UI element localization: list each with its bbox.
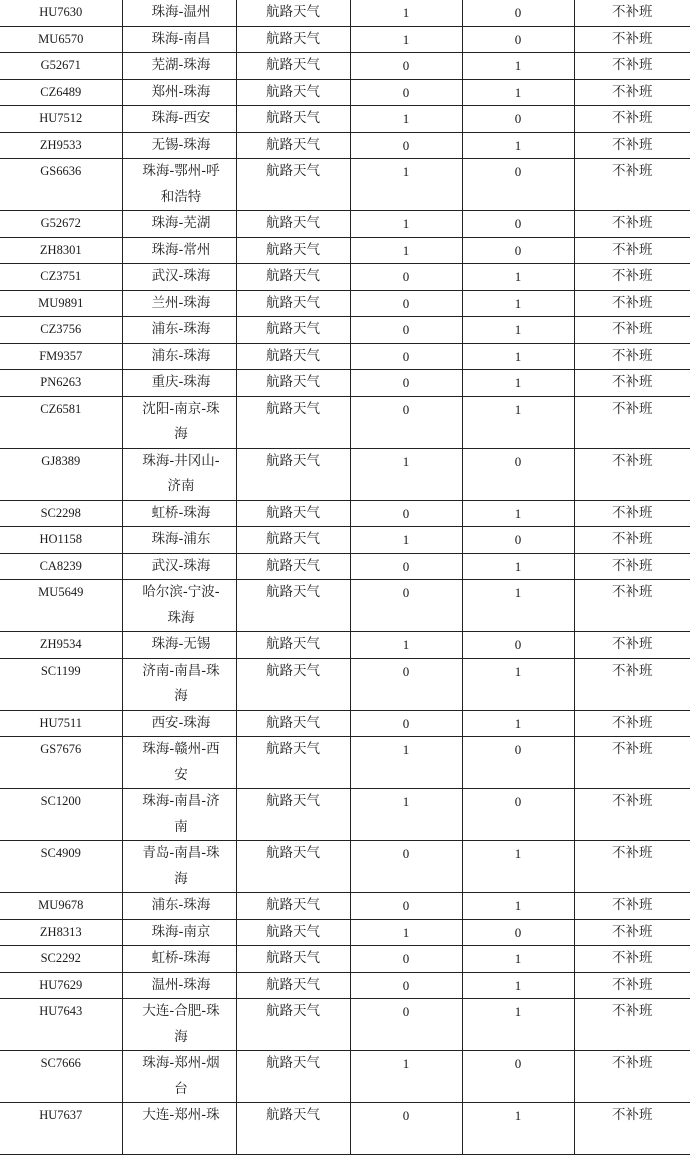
reason-cell: 航路天气 — [236, 79, 350, 106]
flight-number-cell: SC1199 — [0, 658, 122, 710]
table-row — [0, 237, 690, 264]
count-b-cell: 1 — [462, 132, 574, 159]
flight-number-cell: ZH8313 — [0, 919, 122, 946]
reason-cell: 航路天气 — [236, 264, 350, 291]
count-b-cell: 1 — [462, 79, 574, 106]
route-cell: 青岛-南昌-珠海 — [122, 841, 236, 893]
reason-cell: 航路天气 — [236, 448, 350, 500]
table-row — [0, 132, 690, 159]
reason-cell: 航路天气 — [236, 370, 350, 397]
reason-cell: 航路天气 — [236, 580, 350, 632]
count-a-cell: 0 — [350, 946, 462, 973]
flight-number-cell: SC4909 — [0, 841, 122, 893]
count-a-cell: 0 — [350, 580, 462, 632]
count-b-cell: 1 — [462, 710, 574, 737]
table-row — [0, 53, 690, 80]
count-a-cell: 0 — [350, 841, 462, 893]
count-b-cell: 1 — [462, 946, 574, 973]
reason-cell: 航路天气 — [236, 737, 350, 789]
flight-number-cell: GJ8389 — [0, 448, 122, 500]
flight-number-cell: PN6263 — [0, 370, 122, 397]
flight-number-cell: HU7630 — [0, 0, 122, 26]
count-b-cell: 0 — [462, 106, 574, 133]
table-row — [0, 26, 690, 53]
flight-number-cell: G52671 — [0, 53, 122, 80]
status-cell: 不补班 — [574, 448, 690, 500]
table-row — [0, 1103, 690, 1155]
status-cell: 不补班 — [574, 264, 690, 291]
count-b-cell: 1 — [462, 553, 574, 580]
reason-cell: 航路天气 — [236, 159, 350, 211]
count-a-cell: 1 — [350, 737, 462, 789]
reason-cell: 航路天气 — [236, 290, 350, 317]
status-cell: 不补班 — [574, 317, 690, 344]
route-cell: 浦东-珠海 — [122, 317, 236, 344]
status-cell: 不补班 — [574, 1051, 690, 1103]
reason-cell: 航路天气 — [236, 789, 350, 841]
reason-cell: 航路天气 — [236, 1051, 350, 1103]
table-row — [0, 343, 690, 370]
count-a-cell: 1 — [350, 919, 462, 946]
table-row — [0, 370, 690, 397]
route-cell: 虹桥-珠海 — [122, 500, 236, 527]
reason-cell: 航路天气 — [236, 0, 350, 26]
reason-cell: 航路天气 — [236, 999, 350, 1051]
status-cell: 不补班 — [574, 946, 690, 973]
status-cell: 不补班 — [574, 658, 690, 710]
flight-number-cell: CZ6489 — [0, 79, 122, 106]
status-cell: 不补班 — [574, 893, 690, 920]
route-cell: 沈阳-南京-珠海 — [122, 396, 236, 448]
route-cell: 珠海-南京 — [122, 919, 236, 946]
table-row — [0, 396, 690, 448]
table-row — [0, 710, 690, 737]
count-b-cell: 0 — [462, 211, 574, 238]
count-a-cell: 0 — [350, 343, 462, 370]
route-cell: 珠海-芜湖 — [122, 211, 236, 238]
table-row — [0, 893, 690, 920]
flight-number-cell: HU7511 — [0, 710, 122, 737]
table-row — [0, 946, 690, 973]
route-cell: 大连-合肥-珠海 — [122, 999, 236, 1051]
flight-number-cell: MU6570 — [0, 26, 122, 53]
flight-number-cell: SC1200 — [0, 789, 122, 841]
route-cell: 芜湖-珠海 — [122, 53, 236, 80]
count-b-cell: 1 — [462, 1103, 574, 1155]
count-a-cell: 0 — [350, 317, 462, 344]
status-cell: 不补班 — [574, 972, 690, 999]
reason-cell: 航路天气 — [236, 1103, 350, 1155]
route-cell: 珠海-浦东 — [122, 527, 236, 554]
count-b-cell: 1 — [462, 580, 574, 632]
reason-cell: 航路天气 — [236, 632, 350, 659]
count-a-cell: 0 — [350, 893, 462, 920]
table-row — [0, 737, 690, 789]
table-row — [0, 500, 690, 527]
count-a-cell: 0 — [350, 290, 462, 317]
reason-cell: 航路天气 — [236, 972, 350, 999]
reason-cell: 航路天气 — [236, 919, 350, 946]
count-a-cell: 0 — [350, 370, 462, 397]
count-b-cell: 1 — [462, 500, 574, 527]
reason-cell: 航路天气 — [236, 893, 350, 920]
status-cell: 不补班 — [574, 919, 690, 946]
status-cell: 不补班 — [574, 710, 690, 737]
count-b-cell: 1 — [462, 893, 574, 920]
table-row — [0, 527, 690, 554]
count-a-cell: 0 — [350, 53, 462, 80]
table-row — [0, 317, 690, 344]
table-row — [0, 290, 690, 317]
count-a-cell: 0 — [350, 710, 462, 737]
route-cell: 济南-南昌-珠海 — [122, 658, 236, 710]
route-cell: 大连-郑州-珠 — [122, 1103, 236, 1155]
count-a-cell: 0 — [350, 972, 462, 999]
flight-number-cell: HU7512 — [0, 106, 122, 133]
reason-cell: 航路天气 — [236, 317, 350, 344]
count-b-cell: 0 — [462, 1051, 574, 1103]
count-a-cell: 0 — [350, 658, 462, 710]
count-a-cell: 0 — [350, 396, 462, 448]
table-row — [0, 580, 690, 632]
count-b-cell: 1 — [462, 841, 574, 893]
status-cell: 不补班 — [574, 999, 690, 1051]
route-cell: 珠海-无锡 — [122, 632, 236, 659]
count-a-cell: 0 — [350, 132, 462, 159]
flight-number-cell: G52672 — [0, 211, 122, 238]
flight-number-cell: CZ6581 — [0, 396, 122, 448]
count-a-cell: 0 — [350, 264, 462, 291]
status-cell: 不补班 — [574, 79, 690, 106]
status-cell: 不补班 — [574, 211, 690, 238]
flight-number-cell: HU7629 — [0, 972, 122, 999]
route-cell: 珠海-南昌 — [122, 26, 236, 53]
table-row — [0, 448, 690, 500]
count-b-cell: 0 — [462, 237, 574, 264]
count-a-cell: 1 — [350, 237, 462, 264]
route-cell: 西安-珠海 — [122, 710, 236, 737]
reason-cell: 航路天气 — [236, 26, 350, 53]
table-row — [0, 159, 690, 211]
route-cell: 武汉-珠海 — [122, 553, 236, 580]
flight-number-cell: MU9891 — [0, 290, 122, 317]
reason-cell: 航路天气 — [236, 500, 350, 527]
route-cell: 浦东-珠海 — [122, 343, 236, 370]
count-a-cell: 0 — [350, 500, 462, 527]
table-row — [0, 1051, 690, 1103]
count-b-cell: 0 — [462, 919, 574, 946]
flight-number-cell: CZ3756 — [0, 317, 122, 344]
table-row — [0, 211, 690, 238]
table-row — [0, 841, 690, 893]
count-a-cell: 0 — [350, 79, 462, 106]
table-row — [0, 658, 690, 710]
count-b-cell: 0 — [462, 527, 574, 554]
count-a-cell: 0 — [350, 553, 462, 580]
reason-cell: 航路天气 — [236, 237, 350, 264]
route-cell: 珠海-常州 — [122, 237, 236, 264]
status-cell: 不补班 — [574, 737, 690, 789]
reason-cell: 航路天气 — [236, 946, 350, 973]
count-b-cell: 0 — [462, 26, 574, 53]
flight-number-cell: CA8239 — [0, 553, 122, 580]
table-row — [0, 79, 690, 106]
route-cell: 温州-珠海 — [122, 972, 236, 999]
route-cell: 珠海-赣州-西安 — [122, 737, 236, 789]
reason-cell: 航路天气 — [236, 53, 350, 80]
table-row — [0, 553, 690, 580]
flight-number-cell: ZH9533 — [0, 132, 122, 159]
status-cell: 不补班 — [574, 106, 690, 133]
flight-number-cell: SC7666 — [0, 1051, 122, 1103]
count-b-cell: 0 — [462, 789, 574, 841]
count-a-cell: 1 — [350, 106, 462, 133]
reason-cell: 航路天气 — [236, 132, 350, 159]
reason-cell: 航路天气 — [236, 710, 350, 737]
flight-number-cell: ZH9534 — [0, 632, 122, 659]
status-cell: 不补班 — [574, 632, 690, 659]
status-cell: 不补班 — [574, 0, 690, 26]
table-row — [0, 0, 690, 26]
count-b-cell: 0 — [462, 159, 574, 211]
status-cell: 不补班 — [574, 343, 690, 370]
flight-number-cell: ZH8301 — [0, 237, 122, 264]
count-a-cell: 1 — [350, 789, 462, 841]
flight-number-cell: MU9678 — [0, 893, 122, 920]
status-cell: 不补班 — [574, 841, 690, 893]
status-cell: 不补班 — [574, 132, 690, 159]
reason-cell: 航路天气 — [236, 658, 350, 710]
reason-cell: 航路天气 — [236, 106, 350, 133]
count-a-cell: 1 — [350, 26, 462, 53]
flight-number-cell: HU7637 — [0, 1103, 122, 1155]
reason-cell: 航路天气 — [236, 343, 350, 370]
count-b-cell: 1 — [462, 53, 574, 80]
count-a-cell: 1 — [350, 448, 462, 500]
count-b-cell: 1 — [462, 999, 574, 1051]
route-cell: 珠海-南昌-济南 — [122, 789, 236, 841]
status-cell: 不补班 — [574, 290, 690, 317]
status-cell: 不补班 — [574, 396, 690, 448]
status-cell: 不补班 — [574, 500, 690, 527]
count-a-cell: 1 — [350, 632, 462, 659]
route-cell: 珠海-鄂州-呼和浩特 — [122, 159, 236, 211]
reason-cell: 航路天气 — [236, 396, 350, 448]
status-cell: 不补班 — [574, 237, 690, 264]
flight-number-cell: HU7643 — [0, 999, 122, 1051]
flight-number-cell: CZ3751 — [0, 264, 122, 291]
route-cell: 珠海-井冈山-济南 — [122, 448, 236, 500]
count-b-cell: 1 — [462, 972, 574, 999]
count-b-cell: 1 — [462, 317, 574, 344]
status-cell: 不补班 — [574, 527, 690, 554]
count-b-cell: 0 — [462, 737, 574, 789]
route-cell: 重庆-珠海 — [122, 370, 236, 397]
status-cell: 不补班 — [574, 26, 690, 53]
route-cell: 珠海-郑州-烟台 — [122, 1051, 236, 1103]
count-b-cell: 1 — [462, 658, 574, 710]
count-b-cell: 0 — [462, 448, 574, 500]
reason-cell: 航路天气 — [236, 527, 350, 554]
status-cell: 不补班 — [574, 553, 690, 580]
status-cell: 不补班 — [574, 159, 690, 211]
count-b-cell: 1 — [462, 396, 574, 448]
table-row — [0, 999, 690, 1051]
route-cell: 虹桥-珠海 — [122, 946, 236, 973]
count-a-cell: 1 — [350, 159, 462, 211]
flight-number-cell: GS6636 — [0, 159, 122, 211]
reason-cell: 航路天气 — [236, 841, 350, 893]
status-cell: 不补班 — [574, 53, 690, 80]
count-a-cell: 0 — [350, 1103, 462, 1155]
count-b-cell: 0 — [462, 632, 574, 659]
route-cell: 兰州-珠海 — [122, 290, 236, 317]
count-b-cell: 1 — [462, 264, 574, 291]
count-b-cell: 0 — [462, 0, 574, 26]
route-cell: 珠海-西安 — [122, 106, 236, 133]
count-b-cell: 1 — [462, 343, 574, 370]
table-row — [0, 789, 690, 841]
status-cell: 不补班 — [574, 789, 690, 841]
count-a-cell: 1 — [350, 1051, 462, 1103]
count-a-cell: 1 — [350, 211, 462, 238]
flight-number-cell: FM9357 — [0, 343, 122, 370]
route-cell: 无锡-珠海 — [122, 132, 236, 159]
reason-cell: 航路天气 — [236, 553, 350, 580]
table-row — [0, 919, 690, 946]
route-cell: 哈尔滨-宁波-珠海 — [122, 580, 236, 632]
count-a-cell: 1 — [350, 527, 462, 554]
count-a-cell: 1 — [350, 0, 462, 26]
count-a-cell: 0 — [350, 999, 462, 1051]
count-b-cell: 1 — [462, 370, 574, 397]
flight-number-cell: HO1158 — [0, 527, 122, 554]
route-cell: 浦东-珠海 — [122, 893, 236, 920]
status-cell: 不补班 — [574, 580, 690, 632]
status-cell: 不补班 — [574, 1103, 690, 1155]
table-row — [0, 106, 690, 133]
flight-number-cell: GS7676 — [0, 737, 122, 789]
table-row — [0, 972, 690, 999]
route-cell: 郑州-珠海 — [122, 79, 236, 106]
count-b-cell: 1 — [462, 290, 574, 317]
route-cell: 武汉-珠海 — [122, 264, 236, 291]
table-row — [0, 632, 690, 659]
flight-number-cell: SC2298 — [0, 500, 122, 527]
flight-number-cell: SC2292 — [0, 946, 122, 973]
route-cell: 珠海-温州 — [122, 0, 236, 26]
status-cell: 不补班 — [574, 370, 690, 397]
flight-number-cell: MU5649 — [0, 580, 122, 632]
reason-cell: 航路天气 — [236, 211, 350, 238]
table-row — [0, 264, 690, 291]
